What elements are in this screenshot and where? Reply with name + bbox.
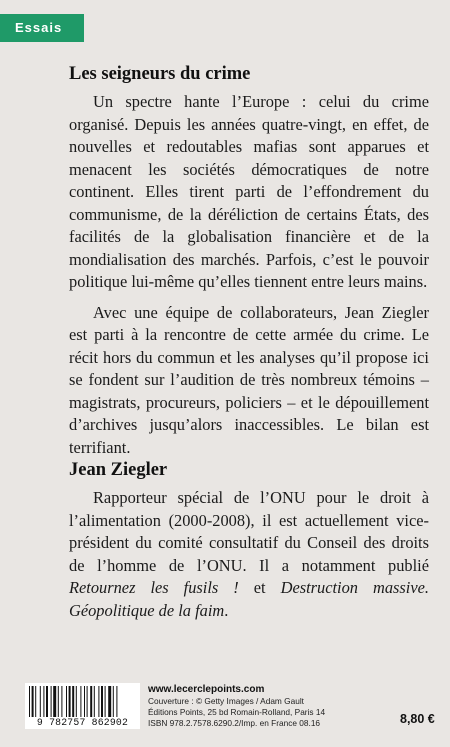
author-bio-text: Rapporteur spécial de l’ONU pour le droit à l’alimentation (2000-2008), il est actuellement vice-président du comité consultatif du Conseil des droits de l’homme de l’ONU. Il a notamment publié (69, 488, 429, 575)
publisher-credits (148, 683, 378, 728)
credit-line-isbn: ISBN 978.2.7578.6290.2/Imp. en France 08.16 (148, 717, 321, 728)
book-title-2: Destruction massive. Géopolitique de la faim (69, 578, 429, 620)
summary-section (69, 64, 429, 467)
barcode-digits: 9 782757 862902 (36, 717, 129, 728)
book-title-1: Retournez les fusils ! (69, 578, 239, 597)
collection-badge: Essais (0, 14, 84, 42)
summary-paragraph-2: Avec une équipe de collaborateurs, Jean Ziegler est parti à la rencontre de cette armée du crime. Le récit hors du commun et les analyses qu’il propose ici se fondent sur l’audition de très nombreux témoins – magistrats, procureurs, policiers – et le dépouillement d’archives jusqu’alors inaccessibles. Le bilan est terrifiant. (69, 302, 429, 457)
credit-line-cover: Couverture : © Getty Images / Adam Gault (148, 696, 304, 706)
summary-paragraph-1: Un spectre hante l’Europe : celui du crime organisé. Depuis les années quatre-vingt, en effet, de nouvelles et redoutables mafias sont apparues et menacent les sociétés démocratiques de notre continent. Elles tirent parti de l’effondrement du communisme, de la déréliction de certains États, des facilités de la globalisation financière et de la mondialisation des marchés. Parfois, c’est le pouvoir politique lui-même qu’elles tiennent entre leurs mains. (69, 92, 429, 291)
bio-connector: et (238, 578, 281, 597)
bio-end: . (224, 600, 229, 620)
publisher-url[interactable]: www.lecerclepoints.com (148, 684, 265, 695)
credit-line-publisher: Éditions Points, 25 bd Romain-Rolland, Paris 14 (148, 706, 326, 717)
barcode-bars (29, 686, 136, 717)
author-section (69, 460, 429, 630)
author-bio (69, 487, 429, 622)
summary-title: Les seigneurs du crime (69, 64, 251, 84)
isbn-barcode (25, 683, 140, 729)
price-label: 8,80 € (400, 712, 435, 726)
author-name: Jean Ziegler (69, 460, 168, 480)
